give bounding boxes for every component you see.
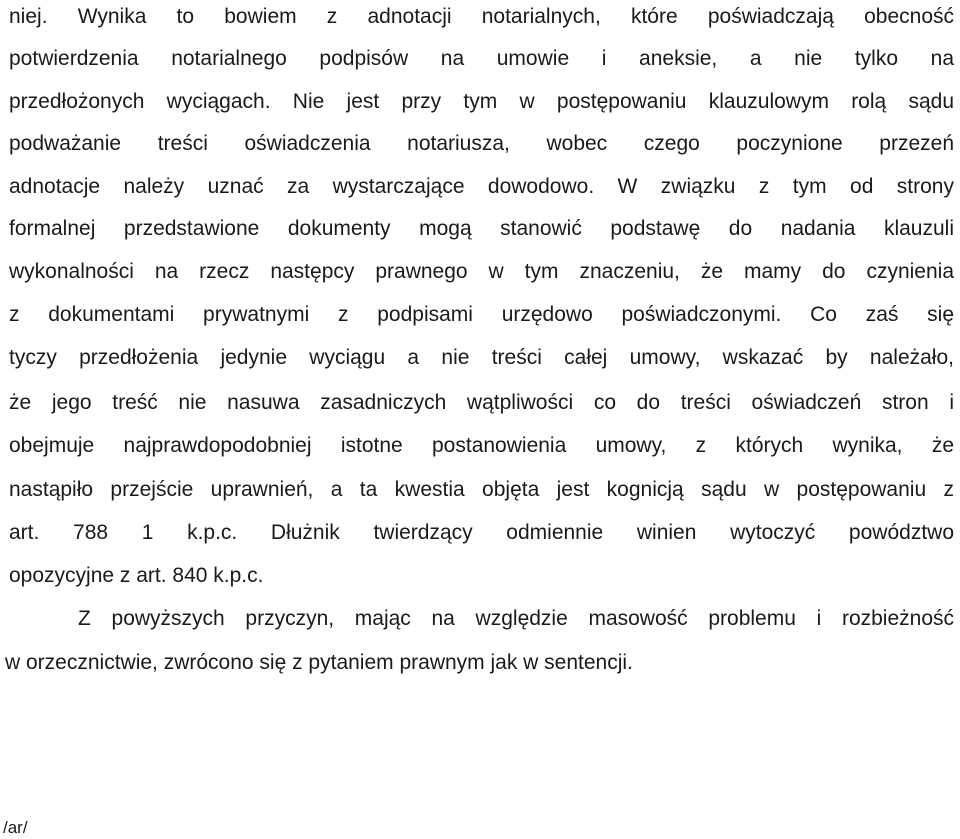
text-line: przedłożonych wyciągach. Nie jest przy tym w postępowaniu klauzulowym rolą sądu xyxy=(9,90,954,113)
text-line: niej. Wynika to bowiem z adnotacji notarialnych, które poświadczają obecność xyxy=(9,5,954,28)
text-line: tyczy przedłożenia jedynie wyciągu a nie treści całej umowy, wskazać by należało, xyxy=(9,346,954,369)
footer-initials: /ar/ xyxy=(3,818,28,837)
text-line: nastąpiło przejście uprawnień, a ta kwestia objęta jest kognicją sądu w postępowaniu z xyxy=(9,478,954,501)
text-line: w orzecznictwie, zwrócono się z pytaniem prawnym jak w sentencji. xyxy=(5,651,633,674)
text-line: wykonalności na rzecz następcy prawnego w tym znaczeniu, że mamy do czynienia xyxy=(9,260,954,283)
text-line: Z powyższych przyczyn, mając na względzie masowość problemu i rozbieżność xyxy=(78,607,954,630)
text-line: art. 788 1 k.p.c. Dłużnik twierdzący odmiennie winien wytoczyć powództwo xyxy=(9,521,954,544)
text-line: podważanie treści oświadczenia notariusza, wobec czego poczynione przezeń xyxy=(9,132,954,155)
text-line: z dokumentami prywatnymi z podpisami urzędowo poświadczonymi. Co zaś się xyxy=(9,303,954,326)
text-line: potwierdzenia notarialnego podpisów na umowie i aneksie, a nie tylko na xyxy=(9,47,954,70)
text-line: opozycyjne z art. 840 k.p.c. xyxy=(9,564,264,587)
text-line: adnotacje należy uznać za wystarczające dowodowo. W związku z tym od strony xyxy=(9,175,954,198)
text-line: obejmuje najprawdopodobniej istotne postanowienia umowy, z których wynika, że xyxy=(9,434,954,457)
text-line: formalnej przedstawione dokumenty mogą stanowić podstawę do nadania klauzuli xyxy=(9,217,954,240)
text-line: że jego treść nie nasuwa zasadniczych wątpliwości co do treści oświadczeń stron i xyxy=(9,391,954,414)
